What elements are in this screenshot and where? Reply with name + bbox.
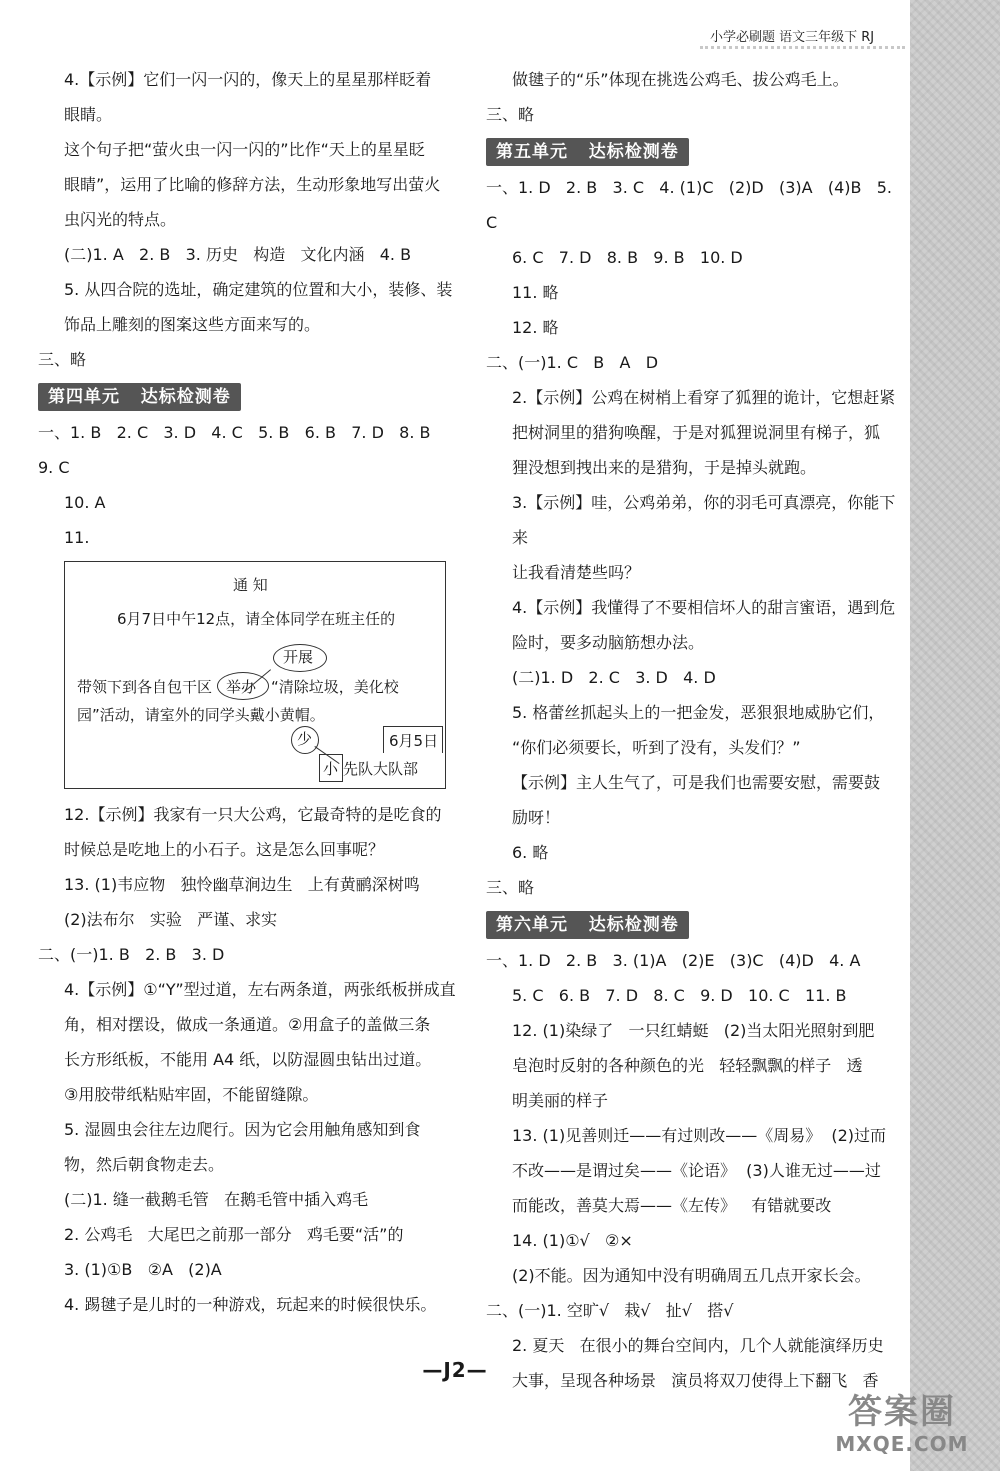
answer-line: 12.【示例】我家有一只大公鸡，它最奇特的是吃食的 bbox=[64, 805, 442, 824]
left-answers-top bbox=[64, 62, 459, 342]
page-header: 小学必刷题 语文三年级下 RJ bbox=[710, 30, 875, 45]
answer-line: 眼睛。 bbox=[64, 105, 113, 124]
answer-line: 二、(一)1. B 2. B 3. D bbox=[38, 945, 225, 964]
right-answers-top bbox=[486, 62, 904, 132]
answer-line: 3. (1)①B ②A (2)A bbox=[64, 1260, 222, 1279]
answer-line: 4. 踢毽子是儿时的一种游戏，玩起来的时候很快乐。 bbox=[64, 1295, 437, 1314]
answer-line: ③用胶带纸粘贴牢固，不能留缝隙。 bbox=[64, 1085, 319, 1104]
answer-line: 14. (1)①√ ②× bbox=[512, 1231, 633, 1250]
answer-line: 皂泡时反射的各种颜色的光 轻轻飘飘的样子 透 bbox=[512, 1056, 863, 1075]
answer-line: 狸没想到拽出来的是猎狗，于是掉头就跑。 bbox=[512, 458, 817, 477]
answer-line: 不改——是谓过矣——《论语》 (3)人谁无过——过 bbox=[512, 1161, 881, 1180]
unit6-title: 第六单元 达标检测卷 bbox=[486, 911, 689, 939]
answer-line: 二、(一)1. C B A D bbox=[486, 353, 659, 372]
answer-line: 13. (1)见善则迁——有过则改——《周易》 (2)过而 bbox=[512, 1126, 887, 1145]
answer-line: (2)法布尔 实验 严谨、求实 bbox=[64, 910, 278, 929]
unit4-answers-a bbox=[38, 415, 459, 555]
correction-text-mid: 举办 bbox=[226, 678, 257, 696]
unit4-answers-b bbox=[38, 797, 459, 1322]
answer-line: 大事，呈现各种场景 演员将双刀使得上下翻飞 香 bbox=[512, 1371, 879, 1390]
watermark-url: MXQE.COM bbox=[835, 1432, 969, 1456]
answer-line: 【示例】主人生气了，可是我们也需要安慰，需要鼓 bbox=[512, 773, 881, 792]
answer-line: 虫闪光的特点。 bbox=[64, 210, 177, 229]
answer-line: 一、1. D 2. B 3. (1)A (2)E (3)C (4)D 4. A bbox=[486, 951, 861, 970]
answer-line: 11. bbox=[64, 528, 90, 547]
answer-line: 长方形纸板，不能用 A4 纸，以防湿圆虫钻出过道。 bbox=[64, 1050, 432, 1069]
decorative-side-strip bbox=[910, 0, 1000, 1471]
answer-line: 做毽子的“乐”体现在挑选公鸡毛、拔公鸡毛上。 bbox=[512, 70, 849, 89]
answer-line: 一、1. B 2. C 3. D 4. C 5. B 6. B 7. D 8. B 9. C bbox=[38, 423, 446, 477]
notice-line-2b: “清除垃圾，美化校 bbox=[271, 678, 399, 696]
answer-line: 12. 略 bbox=[512, 318, 559, 337]
answer-line: 时候总是吃地上的小石子。这是怎么回事呢？ bbox=[64, 840, 385, 859]
answer-line: 三、略 bbox=[486, 878, 535, 897]
notice-box bbox=[64, 561, 446, 789]
answer-line: 险时，要多动脑筋想办法。 bbox=[512, 633, 705, 652]
answer-line: 3.【示例】哇，公鸡弟弟，你的羽毛可真漂亮，你能下来 bbox=[512, 493, 896, 547]
answer-line: 让我看清楚些吗？ bbox=[512, 563, 641, 582]
answer-line: 一、1. D 2. B 3. C 4. (1)C (2)D (3)A (4)B 5. C bbox=[486, 178, 898, 232]
answer-line: 二、(一)1. 空旷√ 栽√ 扯√ 搭√ bbox=[486, 1301, 734, 1320]
unit5-title: 第五单元 达标检测卷 bbox=[486, 138, 689, 166]
watermark bbox=[812, 1392, 992, 1456]
answer-line: 而能改，善莫大焉——《左传》 有错就要改 bbox=[512, 1196, 832, 1215]
answer-line: 5. 格蕾丝抓起头上的一把金发，恶狠狠地威胁它们， bbox=[512, 703, 885, 722]
page-number: —J2— bbox=[422, 1358, 488, 1382]
answer-line: 10. A bbox=[64, 493, 106, 512]
answer-line: 6. C 7. D 8. B 9. B 10. D bbox=[512, 248, 743, 267]
answer-line: 三、略 bbox=[486, 105, 535, 124]
answer-line: 5. 从四合院的选址，确定建筑的位置和大小，装修、装 bbox=[64, 280, 453, 299]
correction-text-top: 开展 bbox=[283, 648, 314, 666]
answer-line: 2. 公鸡毛 大尾巴之前那一部分 鸡毛要“活”的 bbox=[64, 1225, 404, 1244]
notice-title: 通 知 bbox=[233, 576, 268, 594]
notice-signature: 先队大队部 bbox=[343, 760, 419, 778]
header-divider bbox=[700, 46, 905, 49]
answer-line: “你们必须要长，听到了没有，头发们？” bbox=[512, 738, 801, 757]
unit4-title: 第四单元 达标检测卷 bbox=[38, 383, 241, 411]
answer-line: 6. 略 bbox=[512, 843, 549, 862]
correction-text-low: 少 bbox=[297, 730, 313, 748]
answer-line: 5. C 6. B 7. D 8. C 9. D 10. C 11. B bbox=[512, 986, 847, 1005]
answer-line: 5. 湿圆虫会往左边爬行。因为它会用触角感知到食 bbox=[64, 1120, 421, 1139]
answer-line: 角，相对摆设，做成一条通道。②用盒子的盖做三条 bbox=[64, 1015, 431, 1034]
answer-line: 把树洞里的猎狗唤醒，于是对狐狸说洞里有梯子，狐 bbox=[512, 423, 881, 442]
answer-line: 明美丽的样子 bbox=[512, 1091, 609, 1110]
answer-line: (二)1. 缝一截鹅毛管 在鹅毛管中插入鸡毛 bbox=[64, 1190, 369, 1209]
left-column bbox=[38, 62, 459, 1322]
answer-line: (二)1. A 2. B 3. 历史 构造 文化内涵 4. B bbox=[64, 245, 412, 264]
watermark-logo-text: 答案圈 bbox=[848, 1392, 956, 1432]
answer-line: 4.【示例】①“Y”型过道，左右两条道，两张纸板拼成直 bbox=[64, 980, 456, 999]
answer-line: 13. (1)韦应物 独怜幽草涧边生 上有黄鹂深树鸣 bbox=[64, 875, 420, 894]
answer-line: 4.【示例】它们一闪一闪的，像天上的星星那样眨着 bbox=[64, 70, 432, 89]
answer-line: (2)不能。因为通知中没有明确周五几点开家长会。 bbox=[512, 1266, 871, 1285]
answer-line: 物，然后朝食物走去。 bbox=[64, 1155, 225, 1174]
answer-line: 11. 略 bbox=[512, 283, 559, 302]
answer-line: (二)1. D 2. C 3. D 4. D bbox=[512, 668, 716, 687]
notice-line-2: 带领下到各自包干区 bbox=[77, 678, 213, 696]
answer-line: 2.【示例】公鸡在树梢上看穿了狐狸的诡计，它想赶紧 bbox=[512, 388, 896, 407]
answer-line: 这个句子把“萤火虫一闪一闪的”比作“天上的星星眨 bbox=[64, 140, 425, 159]
right-column bbox=[486, 62, 904, 1398]
answer-line: 眼睛”，运用了比喻的修辞方法，生动形象地写出萤火 bbox=[64, 175, 441, 194]
answer-line: 12. (1)染绿了 一只红蜻蜓 (2)当太阳光照射到肥 bbox=[512, 1021, 875, 1040]
unit6-answers bbox=[486, 943, 904, 1398]
org-first-char: 小 bbox=[323, 760, 339, 778]
answer-line: 4.【示例】我懂得了不要相信坏人的甜言蜜语，遇到危 bbox=[512, 598, 896, 617]
notice-line-3: 园”活动，请室外的同学头戴小黄帽。 bbox=[77, 706, 325, 724]
notice-line-1: 6月7日中午12点，请全体同学在班主任的 bbox=[117, 610, 396, 628]
section-label: 三、略 bbox=[38, 350, 87, 369]
notice-date: 6月5日 bbox=[389, 732, 439, 750]
answer-line: 饰品上雕刻的图案这些方面来写的。 bbox=[64, 315, 321, 334]
answer-line: 2. 夏天 在很小的舞台空间内，几个人就能演绎历史 bbox=[512, 1336, 884, 1355]
unit5-answers bbox=[486, 170, 904, 905]
answer-line: 励呀！ bbox=[512, 808, 561, 827]
